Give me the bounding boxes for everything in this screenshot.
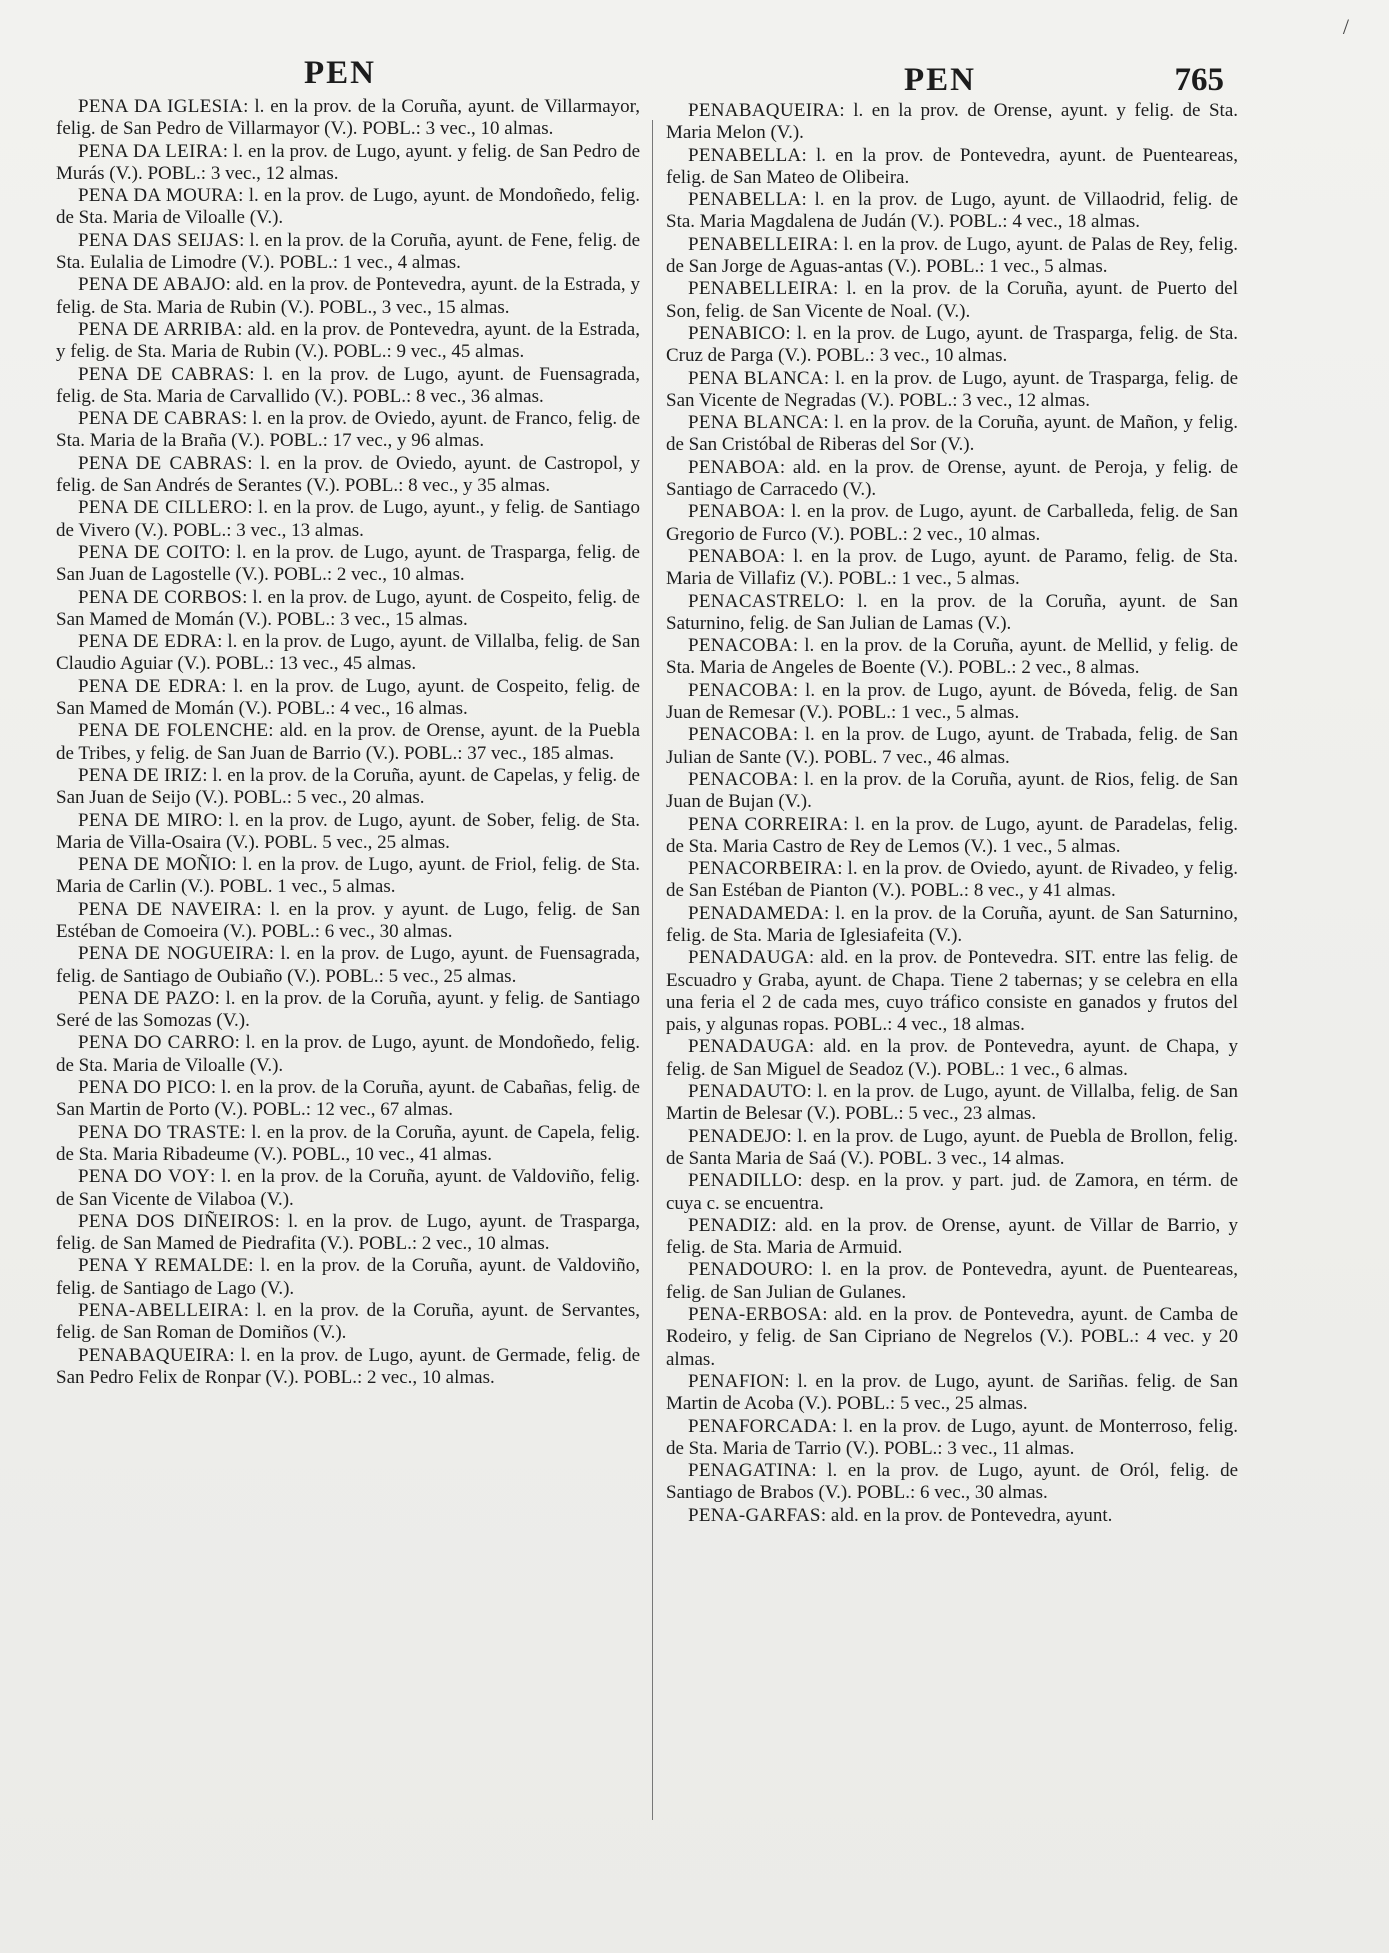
- entry-text: : l. en la prov. de Lugo, ayunt. y felig. de San Pedro de Murás (V.). POBL.: 3 vec., 12 almas.: [56, 140, 640, 184]
- entry-text: : l. en la prov. de Lugo, ayunt. de Fuensagrada, felig. de Santiago de Oubiaño (V.). POBL.: 5 vec., 25 almas.: [56, 943, 640, 987]
- entry-headword: PENA-ERBOSA: [688, 1304, 823, 1326]
- dictionary-entry: [56, 185, 640, 230]
- entry-text: : l. en la prov. de la Coruña, ayunt. de Rios, felig. de San Juan de Bujan (V.).: [666, 768, 1238, 813]
- entry-headword: PENADILLO: [688, 1170, 798, 1192]
- entry-text: : l. en la prov. de Lugo, ayunt. de Puebla de Brollon, felig. de Santa Maria de Saá (V.). POBL. 3 vec., 14 almas.: [666, 1125, 1238, 1169]
- entry-headword: PENA-GARFAS: [688, 1504, 821, 1526]
- dictionary-entry: [666, 412, 1238, 457]
- dictionary-entry: [666, 1416, 1238, 1461]
- entry-headword: PENABELLEIRA: [688, 233, 834, 255]
- dictionary-entry: [666, 189, 1238, 234]
- entry-text: : l. en la prov. de Orense, ayunt. y felig. de Sta. Maria Melon (V.).: [666, 100, 1238, 144]
- entry-text: : l. en la prov. de Lugo, ayunt. de Villalba, felig. de San Claudio Aguiar (V.). POBL.: 13 vec., 45 almas.: [56, 631, 640, 675]
- dictionary-entry: [56, 1211, 640, 1256]
- entry-headword: PENA DE EDRA: [78, 675, 222, 697]
- entry-text: : l. en la prov. de la Coruña, ayunt. de San Saturnino, felig. de Sta. Maria de Iglesiafeita (V.).: [666, 902, 1238, 946]
- entry-headword: PENADAUTO: [688, 1081, 807, 1103]
- entry-text: : l. en la prov. de Lugo, ayunt. de Paradelas, felig. de Sta. Maria Castro de Rey de Lemos (V.). 1 vec., 5 almas.: [666, 813, 1238, 857]
- entry-text: : l. en la prov. de Lugo, ayunt. de Trabada, felig. de San Julian de Sante (V.). POBL. 7 vec., 46 almas.: [666, 724, 1238, 768]
- entry-text: : l. en la prov. de Lugo, ayunt. de Fuensagrada, felig. de Sta. Maria de Carvallido (V.). POBL.: 8 vec., 36 almas.: [56, 363, 640, 407]
- dictionary-entry: [666, 501, 1238, 546]
- entry-text: : l. en la prov. de Oviedo, ayunt. de Franco, felig. de Sta. Maria de la Braña (V.). POBL.: 17 vec., y 96 almas.: [56, 408, 640, 452]
- dictionary-entry: [666, 814, 1238, 859]
- entry-text: : ald. en la prov. de Orense, ayunt. de Villar de Barrio, y felig. de Sta. Maria de Armuid.: [666, 1214, 1238, 1259]
- dictionary-entry: [56, 230, 640, 275]
- dictionary-entry: [56, 1166, 640, 1211]
- entry-headword: PENA DE CILLERO: [78, 497, 248, 519]
- entry-headword: PENADEJO: [688, 1125, 787, 1147]
- entry-headword: PENABELLEIRA: [688, 278, 834, 300]
- entry-text: : l. en la prov. y ayunt. de Lugo, felig. de San Estéban de Comoeira (V.). POBL.: 6 vec., 30 almas.: [56, 898, 640, 942]
- entry-headword: PENA DE MIRO: [78, 809, 218, 831]
- entry-text: : l. en la prov. de Lugo, ayunt. de Carballeda, felig. de San Gregorio de Furco (V.). POBL.: 2 vec., 10 almas.: [666, 501, 1238, 545]
- dictionary-entry: [56, 1300, 640, 1345]
- dictionary-entry: [666, 1304, 1238, 1371]
- dictionary-entry: [666, 1371, 1238, 1416]
- entry-text: : ald. en la prov. de Orense, ayunt. de Peroja, y felig. de Santiago de Carracedo (V.).: [666, 456, 1238, 501]
- entry-headword: PENABOA: [688, 501, 780, 523]
- entry-headword: PENA DO VOY: [78, 1166, 211, 1188]
- dictionary-entry: [666, 145, 1238, 190]
- entry-text: : l. en la prov. de la Coruña, ayunt. de Fene, felig. de Sta. Eulalia de Limodre (V.). POBL.: 1 vec., 4 almas.: [56, 229, 640, 274]
- entry-headword: PENABOA: [688, 456, 780, 478]
- dictionary-entry: [666, 457, 1238, 502]
- dictionary-entry: [56, 364, 640, 409]
- entry-headword: PENAFORCADA: [688, 1415, 832, 1437]
- entry-headword: PENABELLA: [688, 189, 802, 211]
- entry-text: : ald. en la prov. de Orense, ayunt. de la Puebla de Tribes, y felig. de San Juan de Barrio (V.). POBL.: 37 vec., 185 almas.: [56, 720, 640, 764]
- entry-text: : l. en la prov. de Lugo, ayunt. de Palas de Rey, felig. de San Jorge de Aguas-antas (V.). POBL.: 1 vec., 5 almas.: [666, 233, 1238, 278]
- entry-headword: PENA DO CARRO: [78, 1032, 235, 1054]
- dictionary-entry: [56, 854, 640, 899]
- entry-text: : l. en la prov. de Lugo, ayunt. de Villaodrid, felig. de Sta. Maria Magdalena de Judán (V.). POBL.: 4 vec., 18 almas.: [666, 189, 1238, 233]
- dictionary-entry: [56, 943, 640, 988]
- entry-headword: PENACOBA: [688, 635, 793, 657]
- entry-text: : l. en la prov. de Lugo, ayunt. de Villalba, felig. de San Martin de Belesar (V.). POBL.: 5 vec., 23 almas.: [666, 1081, 1238, 1125]
- entry-headword: PENAFION: [688, 1370, 785, 1392]
- dictionary-entry: [56, 497, 640, 542]
- dictionary-entry: [56, 1032, 640, 1077]
- dictionary-entry: [56, 1345, 640, 1390]
- dictionary-entry: [666, 323, 1238, 368]
- entry-headword: PENACOBA: [688, 679, 793, 701]
- dictionary-entry: [56, 899, 640, 944]
- entry-text: : l. en la prov. de la Coruña, ayunt. de Capelas, y felig. de San Juan de Seijo (V.). POBL.: 5 vec., 20 almas.: [56, 764, 640, 809]
- dictionary-entry: [56, 765, 640, 810]
- dictionary-entry: [666, 1126, 1238, 1171]
- entry-headword: PENACASTRELO: [688, 590, 840, 612]
- entry-text: : l. en la prov. de Lugo, ayunt. de Bóveda, felig. de San Juan de Remesar (V.). POBL.: 1 vec., 5 almas.: [666, 679, 1238, 724]
- entry-text: : l. en la prov. de la Coruña, ayunt. de Puerto del Son, felig. de San Vicente de Noal. (V.).: [666, 278, 1238, 322]
- entry-headword: PENA DE EDRA: [78, 631, 218, 653]
- entry-headword: PENA DE IRIZ: [78, 764, 203, 786]
- entry-headword: PENADAMEDA: [688, 902, 824, 924]
- right-column: [666, 100, 1238, 1527]
- entry-headword: PENA DE CABRAS: [78, 452, 248, 474]
- entry-text: : l. en la prov. de la Coruña, ayunt. de Villarmayor, felig. de San Pedro de Villarmayor (V.). POBL.: 3 vec., 10 almas.: [56, 96, 640, 140]
- entry-text: : l. en la prov. de Lugo, ayunt. de Mondoñedo, felig. de Sta. Maria de Viloalle (V.).: [56, 185, 640, 229]
- dictionary-entry: [666, 1259, 1238, 1304]
- dictionary-entry: [666, 769, 1238, 814]
- entry-headword: PENACOBA: [688, 724, 793, 746]
- entry-headword: PENA DA MOURA: [78, 185, 239, 207]
- entry-headword: PENA DO PICO: [78, 1077, 211, 1099]
- dictionary-entry: [666, 100, 1238, 145]
- dictionary-entry: [56, 988, 640, 1033]
- entry-text: : l. en la prov. de la Coruña, ayunt. de Servantes, felig. de San Roman de Domiños (V.).: [56, 1300, 640, 1344]
- entry-text: : l. en la prov. de la Coruña, ayunt. de Valdoviño, felig. de San Vicente de Vilaboa (V.).: [56, 1166, 640, 1210]
- dictionary-entry: [56, 274, 640, 319]
- entry-text: : l. en la prov. de la Coruña, ayunt. de Capela, felig. de Sta. Maria Ribadeume (V.). POBL., 10 vec., 41 almas.: [56, 1121, 640, 1165]
- left-column: [56, 96, 640, 1389]
- entry-headword: PENADAUGA: [688, 947, 809, 969]
- dictionary-entry: [666, 1081, 1238, 1126]
- dictionary-entry: [56, 587, 640, 632]
- dictionary-entry: [56, 631, 640, 676]
- entry-headword: PENA DE NOGUEIRA: [78, 943, 269, 965]
- dictionary-entry: [56, 720, 640, 765]
- dictionary-entry: [666, 858, 1238, 903]
- entry-headword: PENABAQUEIRA: [78, 1344, 230, 1366]
- page-number: 765: [1174, 62, 1224, 98]
- entry-headword: PENA DE NAVEIRA: [78, 898, 257, 920]
- dictionary-entry: [56, 453, 640, 498]
- entry-headword: PENA DE FOLENCHE: [78, 720, 269, 742]
- entry-text: : ald. en la prov. de Pontevedra. SIT. entre las felig. de Escuadro y Graba, ayunt. de Chapa. Tiene 2 tabernas; y se celebra en ella una feria el 2 de cada mes, cuyo tráfico consiste en ganados y frutos del pais, y algunas ropas. POBL.: 4 vec., 18 almas.: [666, 947, 1238, 1036]
- dictionary-entry: [666, 1505, 1238, 1527]
- dictionary-entry: [666, 1215, 1238, 1260]
- entry-text: : l. en la prov. de Pontevedra, ayunt. de Puenteareas, felig. de San Julian de Gulanes.: [666, 1259, 1238, 1303]
- running-header-left: PEN: [304, 55, 376, 91]
- entry-text: : l. en la prov. de la Coruña, ayunt. de Valdoviño, felig. de Santiago de Lago (V.).: [56, 1255, 640, 1299]
- entry-text: : l. en la prov. de Lugo, ayunt. de Trasparga, felig. de San Juan de Lagostelle (V.). POBL.: 2 vec., 10 almas.: [56, 541, 640, 586]
- entry-text: : l. en la prov. de Lugo, ayunt. de Trasparga, felig. de Sta. Cruz de Parga (V.). POBL.: 3 vec., 10 almas.: [666, 322, 1238, 367]
- entry-headword: PENABOA: [688, 545, 780, 567]
- entry-headword: PENA BLANCA: [688, 412, 824, 434]
- entry-headword: PENA DAS SEIJAS: [78, 229, 240, 251]
- dictionary-entry: [666, 234, 1238, 279]
- entry-text: : l. en la prov. de Lugo, ayunt. de Cospeito, felig. de San Mamed de Momán (V.). POBL.: 3 vec., 15 almas.: [56, 586, 640, 630]
- entry-text: : ald. en la prov. de Pontevedra, ayunt. de la Estrada, y felig. de Sta. Maria de Rubin (V.). POBL.: 9 vec., 45 almas.: [56, 318, 640, 363]
- dictionary-entry: [56, 408, 640, 453]
- dictionary-entry: [56, 141, 640, 186]
- entry-text: : l. en la prov. de Lugo, ayunt. de Oról, felig. de Santiago de Brabos (V.). POBL.: 6 vec., 30 almas.: [666, 1460, 1238, 1504]
- entry-headword: PENA-ABELLEIRA: [78, 1300, 244, 1322]
- dictionary-entry: [666, 947, 1238, 1036]
- entry-text: : l. en la prov. de Lugo, ayunt. de Monterroso, felig. de Sta. Maria de Tarrio (V.). POBL.: 3 vec., 11 almas.: [666, 1415, 1238, 1459]
- entry-text: : l. en la prov. de Oviedo, ayunt. de Rivadeo, y felig. de San Estéban de Pianton (V.). POBL.: 8 vec., y 41 almas.: [666, 858, 1238, 902]
- entry-headword: PENA CORREIRA: [688, 813, 844, 835]
- entry-text: : l. en la prov. de Oviedo, ayunt. de Castropol, y felig. de San Andrés de Serantes (V.). POBL.: 8 vec., y 35 almas.: [56, 452, 640, 497]
- entry-headword: PENADAUGA: [688, 1036, 809, 1058]
- dictionary-entry: [666, 680, 1238, 725]
- dictionary-entry: [666, 1460, 1238, 1505]
- dictionary-entry: [666, 278, 1238, 323]
- dictionary-entry: [56, 810, 640, 855]
- entry-text: : l. en la prov. de Lugo, ayunt. de Paramo, felig. de Sta. Maria de Villafiz (V.). POBL.: 1 vec., 5 almas.: [666, 545, 1238, 590]
- column-divider: [652, 120, 653, 1820]
- entry-headword: PENAGATINA: [688, 1460, 812, 1482]
- entry-headword: PENABICO: [688, 322, 786, 344]
- entry-headword: PENA DE ABAJO: [78, 274, 226, 296]
- entry-headword: PENADOURO: [688, 1259, 808, 1281]
- entry-headword: PENA BLANCA: [688, 367, 824, 389]
- entry-headword: PENA DE CABRAS: [78, 363, 250, 385]
- dictionary-entry: [56, 1122, 640, 1167]
- dictionary-entry: [666, 368, 1238, 413]
- entry-text: : l. en la prov. de Lugo, ayunt. de Sober, felig. de Sta. Maria de Villa-Osaira (V.). POBL. 5 vec., 25 almas.: [56, 809, 640, 853]
- entry-text: : l. en la prov. de Lugo, ayunt. de Trasparga, felig. de San Mamed de Piedrafita (V.). POBL.: 2 vec., 10 almas.: [56, 1210, 640, 1255]
- entry-text: : l. en la prov. de Lugo, ayunt. de Cospeito, felig. de San Mamed de Momán (V.). POBL.: 4 vec., 16 almas.: [56, 675, 640, 720]
- entry-text: : ald. en la prov. de Pontevedra, ayunt. de Camba de Rodeiro, y felig. de San Cipriano de Negrelos (V.). POBL.: 4 vec. y 20 almas.: [666, 1304, 1238, 1370]
- entry-headword: PENA Y REMALDE: [78, 1255, 249, 1277]
- entry-text: : l. en la prov. de Lugo, ayunt. de Germade, felig. de San Pedro Felix de Ronpar (V.). POBL.: 2 vec., 10 almas.: [56, 1344, 640, 1388]
- entry-headword: PENA DOS DIÑEIROS: [78, 1210, 275, 1232]
- entry-text: : l. en la prov. de la Coruña, ayunt. de Cabañas, felig. de San Martin de Porto (V.). POBL.: 12 vec., 67 almas.: [56, 1077, 640, 1121]
- entry-headword: PENACOBA: [688, 768, 793, 790]
- entry-headword: PENA DE COITO: [78, 541, 226, 563]
- entry-text: : l. en la prov. de Lugo, ayunt., y felig. de Santiago de Vivero (V.). POBL.: 3 vec., 13 almas.: [56, 497, 640, 541]
- entry-headword: PENA DA IGLESIA: [78, 96, 244, 117]
- entry-headword: PENA DA LEIRA: [78, 140, 223, 162]
- entry-text: : desp. en la prov. y part. jud. de Zamora, en térm. de cuya c. se encuentra.: [666, 1170, 1238, 1214]
- entry-text: : l. en la prov. de Lugo, ayunt. de Sariñas. felig. de San Martin de Acoba (V.). POBL.: 5 vec., 25 almas.: [666, 1370, 1238, 1415]
- entry-headword: PENABAQUEIRA: [688, 100, 840, 121]
- entry-headword: PENA DE PAZO: [78, 987, 215, 1009]
- entry-text: : l. en la prov. de Lugo, ayunt. de Mondoñedo, felig. de Sta. Maria de Viloalle (V.).: [56, 1032, 640, 1076]
- dictionary-entry: [666, 1036, 1238, 1081]
- entry-text: : ald. en la prov. de Pontevedra, ayunt.: [820, 1504, 1113, 1526]
- entry-headword: PENA DE ARRIBA: [78, 318, 238, 340]
- dictionary-entry: [56, 1077, 640, 1122]
- entry-headword: PENADIZ: [688, 1214, 772, 1236]
- entry-text: : l. en la prov. de la Coruña, ayunt. de Mañon, y felig. de San Cristóbal de Riberas del Sor (V.).: [666, 412, 1238, 456]
- dictionary-entry: [666, 635, 1238, 680]
- entry-headword: PENABELLA: [688, 144, 802, 166]
- dictionary-entry: [666, 591, 1238, 636]
- dictionary-entry: [666, 903, 1238, 948]
- entry-headword: PENA DE CORBOS: [78, 586, 243, 608]
- entry-text: : ald. en la prov. de Pontevedra, ayunt. de Chapa, y felig. de San Miguel de Seadoz (V.). POBL.: 1 vec., 6 almas.: [666, 1036, 1238, 1080]
- dictionary-entry: [56, 542, 640, 587]
- entry-text: : l. en la prov. de Lugo, ayunt. de Friol, felig. de Sta. Maria de Carlin (V.). POBL. 1 vec., 5 almas.: [56, 854, 640, 898]
- dictionary-entry: [56, 319, 640, 364]
- entry-headword: PENACORBEIRA: [688, 858, 838, 880]
- corner-mark: /: [1342, 14, 1349, 39]
- dictionary-entry: [666, 1170, 1238, 1215]
- dictionary-entry: [56, 676, 640, 721]
- dictionary-entry: [666, 546, 1238, 591]
- dictionary-entry: [666, 724, 1238, 769]
- entry-text: : l. en la prov. de Lugo, ayunt. de Trasparga, felig. de San Vicente de Negradas (V.). POBL.: 3 vec., 12 almas.: [666, 367, 1238, 411]
- entry-headword: PENA DE MOÑIO: [78, 854, 232, 876]
- entry-headword: PENA DO TRASTE: [78, 1121, 241, 1143]
- dictionary-entry: [56, 96, 640, 141]
- entry-headword: PENA DE CABRAS: [78, 408, 242, 430]
- entry-text: : l. en la prov. de Pontevedra, ayunt. de Puenteareas, felig. de San Mateo de Olibeira.: [666, 144, 1238, 188]
- running-header-right: PEN: [904, 62, 976, 98]
- entry-text: : l. en la prov. de la Coruña, ayunt. de Mellid, y felig. de Sta. Maria de Angeles de Boente (V.). POBL.: 2 vec., 8 almas.: [666, 635, 1238, 679]
- entry-text: : l. en la prov. de la Coruña, ayunt. de San Saturnino, felig. de San Julian de Lamas (V.).: [666, 590, 1238, 634]
- dictionary-entry: [56, 1255, 640, 1300]
- entry-text: : l. en la prov. de la Coruña, ayunt. y felig. de Santiago Seré de las Somozas (V.).: [56, 987, 640, 1032]
- entry-text: : ald. en la prov. de Pontevedra, ayunt. de la Estrada, y felig. de Sta. Maria de Rubin (V.). POBL., 3 vec., 15 almas.: [56, 274, 640, 318]
